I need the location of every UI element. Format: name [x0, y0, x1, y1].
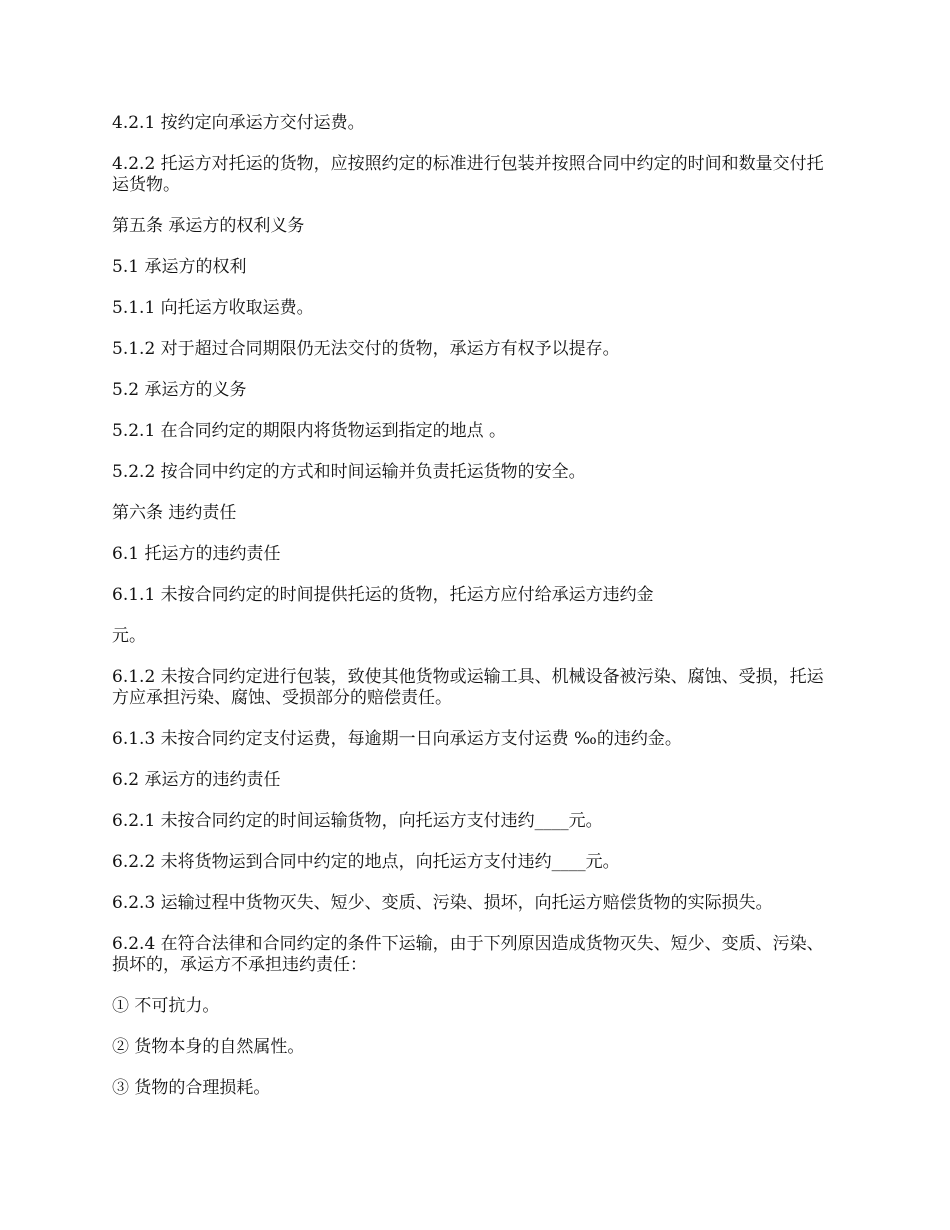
section-5-2-heading: 5.2 承运方的义务 [112, 380, 247, 400]
clause-6-2-1: 6.2.1 未按合同约定的时间运输货物，向托运方支付违约____元。 [112, 811, 603, 831]
document-body [112, 113, 837, 1119]
article-6-heading: 第六条 违约责任 [112, 503, 237, 523]
clause-6-1-1: 6.1.1 未按合同约定的时间提供托运的货物，托运方应付给承运方违约金 [112, 585, 654, 605]
exemption-item-3: ③ 货物的合理损耗。 [112, 1078, 271, 1098]
article-5-heading: 第五条 承运方的权利义务 [112, 216, 305, 236]
clause-4-2-2: 4.2.2 托运方对托运的货物，应按照约定的标准进行包装并按照合同中约定的时间和数量交付托运货物。 [112, 154, 824, 195]
clause-5-1-1: 5.1.1 向托运方收取运费。 [112, 298, 314, 318]
clause-6-1-1-continuation: 元。 [112, 626, 146, 646]
exemption-item-2: ② 货物本身的自然属性。 [112, 1037, 305, 1057]
exemption-item-1: ① 不可抗力。 [112, 996, 220, 1016]
section-6-1-heading: 6.1 托运方的违约责任 [112, 544, 281, 564]
clause-6-2-3: 6.2.3 运输过程中货物灭失、短少、变质、污染、损坏，向托运方赔偿货物的实际损失。 [112, 893, 773, 913]
clause-5-1-2: 5.1.2 对于超过合同期限仍无法交付的货物，承运方有权予以提存。 [112, 339, 620, 359]
clause-5-2-2: 5.2.2 按合同中约定的方式和时间运输并负责托运货物的安全。 [112, 462, 586, 482]
clause-4-2-1: 4.2.1 按约定向承运方交付运费。 [112, 113, 365, 133]
clause-6-2-2: 6.2.2 未将货物运到合同中约定的地点，向托运方支付违约____元。 [112, 852, 620, 872]
section-5-1-heading: 5.1 承运方的权利 [112, 257, 247, 277]
clause-6-2-4: 6.2.4 在符合法律和合同约定的条件下运输，由于下列原因造成货物灭失、短少、变质、污染、损坏的，承运方不承担违约责任： [112, 934, 824, 975]
clause-6-1-2: 6.1.2 未按合同约定进行包装，致使其他货物或运输工具、机械设备被污染、腐蚀、受损，托运方应承担污染、腐蚀、受损部分的赔偿责任。 [112, 667, 824, 708]
clause-5-2-1: 5.2.1 在合同约定的期限内将货物运到指定的地点 。 [112, 421, 507, 441]
clause-6-1-3: 6.1.3 未按合同约定支付运费，每逾期一日向承运方支付运费 ‰的违约金。 [112, 729, 682, 749]
section-6-2-heading: 6.2 承运方的违约责任 [112, 770, 281, 790]
